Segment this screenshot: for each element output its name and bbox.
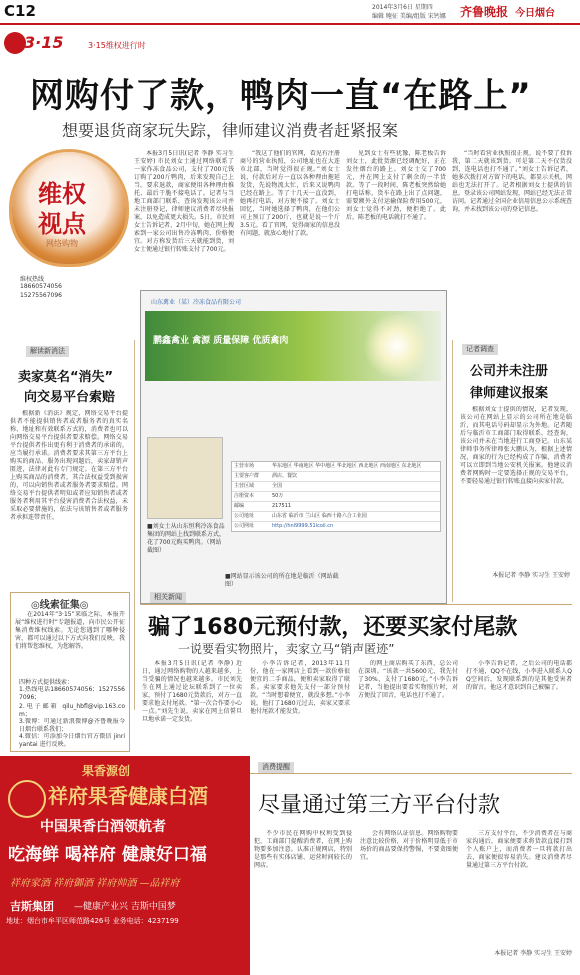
second-headline: 骗了1680元预付款，还要买家付尾款 <box>148 615 518 640</box>
second-body-4: 小李告诉记者，之后公司的电话都打不通，QQ不在线，小李进入联系人QQ空间后，发现联系到的是其他受害者的留言。他这才意识到自己被骗了。 <box>466 660 572 691</box>
website-screenshot <box>140 290 447 604</box>
weiquan-sidebar <box>8 152 130 372</box>
right-headline-2: 律师建议报案 <box>470 386 549 401</box>
info-table <box>231 461 441 532</box>
right-story-body <box>460 406 572 568</box>
lead-headline: 网购付了款，鸭肉一直“在路上” <box>30 76 532 116</box>
second-body-col4 <box>466 660 572 750</box>
hotline-phone-2: 15275567096 <box>20 292 62 299</box>
third-body-col3 <box>466 830 572 948</box>
table-key: 主要客户群 <box>234 473 260 479</box>
third-body-3: 三方支付平台，不少消费者在与商家沟通后，商家便要求将货款直接打到个人账户上，而消费者一旦将款打出去，商家便很容易消失。建议消费者尽量通过第三方平台付款。 <box>466 830 572 869</box>
third-body-1: 不少市民在网购中权利受到侵犯，工商部门提醒消费者，在网上购物要多加注意。认准正规网店，特别是那些有实体店铺、运营时间较长的网店。 <box>254 830 352 869</box>
clue-intro-text: 在2014年“3·15”来临之际，本报开展“维权进行时”专题报道，向市民公开征集消费维权线索。无论您遇到了哪种侵害，都可以通过以下方式向我们反映，我们将帮您维权，为您解答。 <box>15 611 125 650</box>
second-subhead: 一说要看实物照片，卖家立马“销声匿迹” <box>178 642 395 656</box>
ad-group-slogan: —健康产业兴 吉斯中国梦 <box>74 902 176 912</box>
clue-way-2: 2.电子邮箱 qilu_hbfl@vip.163.com； <box>19 703 125 718</box>
tag-diaocha: 记者调查 <box>462 344 498 355</box>
clue-ways-title: 四种方式提供线索： <box>19 679 74 686</box>
third-headline: 尽量通过第三方平台付款 <box>258 793 501 818</box>
right-story-text: 根据刘女士提供的情况，记者发现，该公司在网站上显示的公司所在地是临沂，而其电话号码却显示为外地。记者随后与临沂市工商部门取得联系，经查询，该公司并未在当地进行工商登记。山东某律师事务所律师张大鹏认为，根据上述情况，商家的行为已经构成了诈骗，消费者可以立即到当地公安机关报案。他建议消费者网购时一定要选择正规的交易平台，不要轻易通过银行转账直接向卖家付款。 <box>460 406 572 485</box>
table-row <box>232 492 440 502</box>
photo-caption <box>147 523 227 555</box>
lead-subhead: 想要退货商家玩失踪，律师建议消费者赶紧报案 <box>62 121 399 140</box>
clue-way-1: 1.热线电话18660574056；15275567096； <box>19 686 125 701</box>
ad-line2: 中国果香白酒领航者 <box>40 819 166 835</box>
ad-address: 地址：烟台市牟平区师范路426号 业务电话：4237199 <box>6 917 179 925</box>
lead-body-col2 <box>240 150 340 280</box>
left-story-text: 根据新《消法》规定，网络交易平台提供者不能提供销售者或者服务者的真实名称、地址和有效联系方式的，消费者也可以向网络交易平台提供者要求赔偿。网络交易平台提供者作出更有利于消费者的承诺的，应当履行承诺。消费者要求其第三方平台上购买的商品、服务出现问题后，卖家却销声匿迹，法律对此有专门规定。在第三方平台上购买商品的消费者，其合法权益受到损害的，可以向销售者或者服务者要求赔偿。网络交易平台提供者明知或者应知销售者或者服务者利用其平台侵害消费者合法权益，未采取必要措施的，依法与该销售者或者服务者承担连带责任。 <box>10 410 128 521</box>
clue-way-3: 3.微博：可通过新浪微博@齐鲁晚报今日烟台联系我们； <box>19 718 125 733</box>
right-byline: 本报记者 李静 实习生 王安婷 <box>492 572 570 579</box>
weiquan-title-1: 维权 <box>38 180 86 208</box>
lead-body-left: 本报3月5日讯(记者 李静 实习生 王安婷) 市民刘女士通过网络联系了一家作冻食品公司，支付了700元钱订购了200斤鸭肉，后来发现自己上当。要求退款，商家便用各种理由推托，最后干脆不接电话了。记者与当地工商部门联系，查询发现该公司并未注册登记，律师建议消费者尽快报案，以免造成更大损失。5日，市民刘女士告诉记者，2月中旬，她在网上搜索到一家公司出售冷冻鸭肉，价格便宜。对方称发货后三天就能到货，刘女士便通过银行转账支付了700元。 <box>134 150 234 253</box>
left-story-body <box>10 410 128 590</box>
table-key: 主营市场 <box>234 463 255 469</box>
table-key: 公司地址 <box>234 513 255 519</box>
table-value: 全国 <box>272 483 283 489</box>
tag-xiaofei: 消费提醒 <box>258 762 294 773</box>
table-value: 50万 <box>272 493 284 499</box>
photo-caption-text: 刘女士从山东恒利冷冻食品集团的网站上找到联系方式，花了700元购买鸭肉。（网站截图） <box>147 523 226 554</box>
section-rule-2 <box>140 604 572 605</box>
hand-image <box>361 315 433 377</box>
issue-date: 2014年3月6日 星期四 <box>372 4 433 11</box>
caption-marker: ■ <box>147 523 153 530</box>
table-value: 山东省 临沂市 兰山区 临西十路六合工业园 <box>272 513 367 519</box>
third-body-col2 <box>360 830 458 960</box>
site-banner-text: 鹏鑫禽业 禽源 质量保障 优质禽肉 <box>153 336 289 346</box>
table-value: 217511 <box>272 503 292 509</box>
tag-jiedu: 解读新消法 <box>26 346 69 357</box>
second-body-col3 <box>358 660 458 750</box>
photo-caption-2-text: 网站显示该公司的所在地是临沂（网站截图） <box>225 573 339 588</box>
table-row <box>232 472 440 482</box>
lead-body-mid: “我这了他们的官网，看见有注册商号的营业执照，公司地址也在大连市北部，当时觉得很正规。”刘女士说，付款后对方一直以各种理由拖延发货，先说物流太忙，后来又说鸭肉已经在路上。等了十几天一直没到，她再打电话，对方便不接了。刘女士回忆，当时她选择了鸭肉，在他们公司上预订了200斤，也就是说一个斤3.5元。看了官网，觉得商家的信息没有问题，就放心地付了款。 <box>240 150 340 237</box>
table-value: http://hnl9999.51lcoil.cn <box>272 523 334 529</box>
left-headline-1: 卖家莫名“消失” <box>18 370 114 385</box>
clue-title: ◎线索征集◎ <box>31 600 89 611</box>
second-body-3: 的网上商店购买了东西，总公司在深圳。“该款一共5600元，我先付了30%，支付了1680元。”小李告诉记者，当他提出要看实物照片时，对方便没了回音，电话也打不通了。 <box>358 660 458 699</box>
banner-315 <box>4 32 204 56</box>
lead-body-col4 <box>452 150 572 330</box>
brand-name: 齐鲁晚报 <box>460 5 509 19</box>
banner-label: 3·15维权进行时 <box>88 41 146 50</box>
editors-line: 编辑 鲍征 美编/组版 宋钙娜 <box>372 13 446 20</box>
table-value: 华东地区 华南地区 华中地区 华北地区 西北地区 西南地区 东北地区 <box>272 463 422 469</box>
lead-body-col3 <box>346 150 446 280</box>
table-row <box>232 462 440 472</box>
ad-seal-icon <box>8 780 46 818</box>
right-column-divider <box>452 340 453 602</box>
third-body-2: 会有网络认证信息。网络购物要注意比较价格，对于价格明显低于市场价的商品要保持警惕，不要贪图便宜。 <box>360 830 458 861</box>
table-row <box>232 502 440 512</box>
ad-series: 祥府家酒 祥府御酒 祥府帅酒 —品祥府 <box>10 878 180 889</box>
third-byline: 本报记者 李静 实习生 王安婷 <box>494 950 572 957</box>
panel-title: 山东禽业（某）冷冻食品有限公司 <box>151 299 242 306</box>
brand-sub: 今日烟台 <box>515 8 555 19</box>
product-image <box>147 437 223 519</box>
photo-caption-2 <box>225 573 345 589</box>
masthead <box>0 0 580 22</box>
third-body-col1 <box>254 830 352 960</box>
weiquan-title-2: 视点 <box>38 210 86 238</box>
star-icon <box>4 32 26 54</box>
lead-body-col1 <box>134 150 234 280</box>
table-key: 邮编 <box>234 503 245 509</box>
table-key: 公司网址 <box>234 523 255 529</box>
ad-block <box>0 756 250 975</box>
table-row <box>232 522 440 531</box>
clue-box <box>10 592 130 752</box>
lead-body-right: 见到女士有些犹豫，陈老板告诉刘女士，此批货源已经调配好，正在发往烟台的路上。刘女士交了700元，并在网上支付了剩余的一半货款。等了一段时间，陈老板突然给她打电话称，货车在路上出了点问题，需要额外支付运输保险费用500元，刘女士觉得不对劲，便拒绝了。此后，陈老板的电话就打不通了。 <box>346 150 446 221</box>
ad-slogan: 吃海鲜 喝祥府 健康好口福 <box>8 845 207 865</box>
ad-top: 果香源创 <box>82 764 131 778</box>
caption-marker: ■ <box>225 573 231 580</box>
second-body-2: 小李告诉记者，2013年11月份，他在一家网店上看到一款价格很便宜的二手商品，便和卖家取得了联系。卖家要求他先支付一部分预付款。“当时想着便宜，就没多想。”小李说，他打了1680元过去，卖家又要求他付尾款才能发货。 <box>250 660 350 715</box>
clue-way-4: 4.微信：可添加今日烟台官方微信 jinriyantai 进行反映。 <box>19 733 125 748</box>
weiquan-tagline: 网络购物 <box>46 239 78 248</box>
page-number: C12 <box>4 2 36 20</box>
table-value: 酒店、餐饮 <box>272 473 298 479</box>
second-body-col1 <box>142 660 242 750</box>
hotline-phone-1: 18660574056 <box>20 283 62 290</box>
table-row <box>232 482 440 492</box>
table-row <box>232 512 440 522</box>
second-body-1: 本报3月5日讯(记者 李静) 近日，通过网络购物的人越来越多，上当受骗的情况也越来越多。市民刘先生在网上通过论坛联系到了一位卖家，预付了1680元货款后，对方一直要求他支付尾款。“第一次合作要小心一点。”刘先生说，卖家在网上信誓旦旦地承诺一定发货。 <box>142 660 242 723</box>
ad-brand: 祥府果香健康白酒 <box>48 784 208 808</box>
masthead-rule <box>0 23 580 25</box>
hotline-label: 维权热线 <box>20 276 45 283</box>
right-headline-1: 公司并未注册 <box>470 364 549 379</box>
clue-intro <box>15 611 125 677</box>
table-key: 主营区域 <box>234 483 255 489</box>
second-body-col2 <box>250 660 350 750</box>
tag-xiangguan: 相关新闻 <box>150 592 186 603</box>
left-headline-2: 向交易平台索赔 <box>24 390 116 405</box>
table-key: 注册资本 <box>234 493 255 499</box>
left-column-divider <box>134 340 135 710</box>
ad-group: 吉斯集团 <box>10 900 54 913</box>
lead-body-far: “当时看营业执照很正规，说不要了投诉我，第二天就该到货。可是第二天不仅货没到，连电话也打不通了。”刘女士告诉记者，她多次拨打对方留下的电话，都显示关机，网站也无法打开了。记者根据刘女士提供的信息，登录该公司网站发现，网站已经无法正常访问。记者通过全国企业信用信息公示系统查询，并未找到该公司的登记信息。 <box>452 150 572 213</box>
logo-315: 3·15 <box>24 33 64 52</box>
